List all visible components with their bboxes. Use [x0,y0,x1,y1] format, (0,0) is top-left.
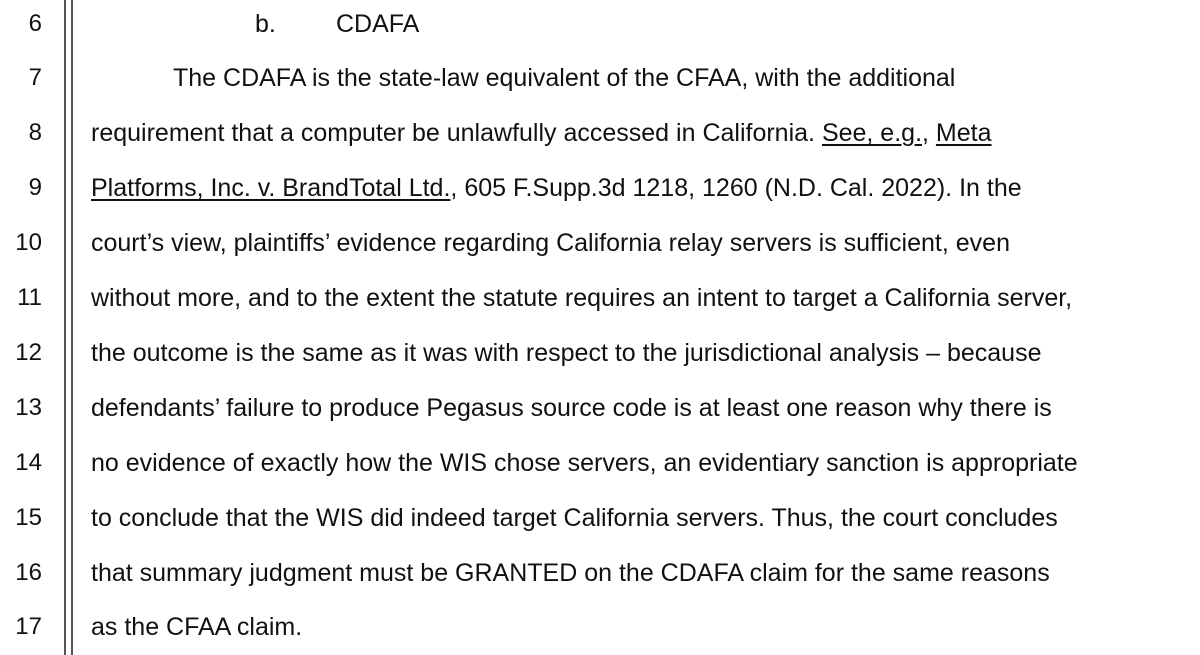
citation-signal: See, e.g. [821,119,923,147]
body-text-line: the outcome is the same as it was with respect to the jurisdictional analysis – because [91,339,1042,367]
line-number: 14 [15,449,42,476]
line-number: 7 [28,64,42,91]
line-number: 6 [28,10,42,37]
body-text-line: to conclude that the WIS did indeed target California servers. Thus, the court concludes [91,504,1058,532]
line-number: 17 [15,613,42,640]
line-number: 9 [28,174,42,201]
line-number: 16 [15,559,42,586]
body-text-line: that summary judgment must be GRANTED on the CDAFA claim for the same reasons [91,559,1050,587]
body-text-line: defendants’ failure to produce Pegasus source code is at least one reason why there is [91,394,1052,422]
section-heading: CDAFA [336,10,420,38]
body-text-line [91,120,992,146]
body-text-segment: , [922,119,936,147]
line-number: 11 [17,284,42,311]
body-text-line [91,175,1022,201]
body-text-segment: , 605 F.Supp.3d 1218, 1260 (N.D. Cal. 2022). In the [450,174,1022,202]
section-marker: b. [255,10,276,38]
line-number: 12 [15,339,42,366]
case-name: Platforms, Inc. v. BrandTotal Ltd. [91,174,451,202]
line-number: 8 [28,119,42,146]
margin-rule-left [64,0,66,655]
margin-rule-right [71,0,73,655]
line-number: 10 [15,229,42,256]
body-text-line: as the CFAA claim. [91,613,303,641]
line-number: 15 [15,504,42,531]
case-name: Meta [935,119,992,147]
body-text-line: court’s view, plaintiffs’ evidence regarding California relay servers is sufficient, even [91,229,1010,257]
body-text-line: The CDAFA is the state-law equivalent of the CFAA, with the additional [173,64,956,92]
body-text-line: without more, and to the extent the statute requires an intent to target a California server, [91,284,1073,312]
body-text-line: no evidence of exactly how the WIS chose servers, an evidentiary sanction is appropriate [91,449,1078,477]
body-text-segment: requirement that a computer be unlawfully accessed in California. [91,119,822,147]
line-number: 13 [15,394,42,421]
